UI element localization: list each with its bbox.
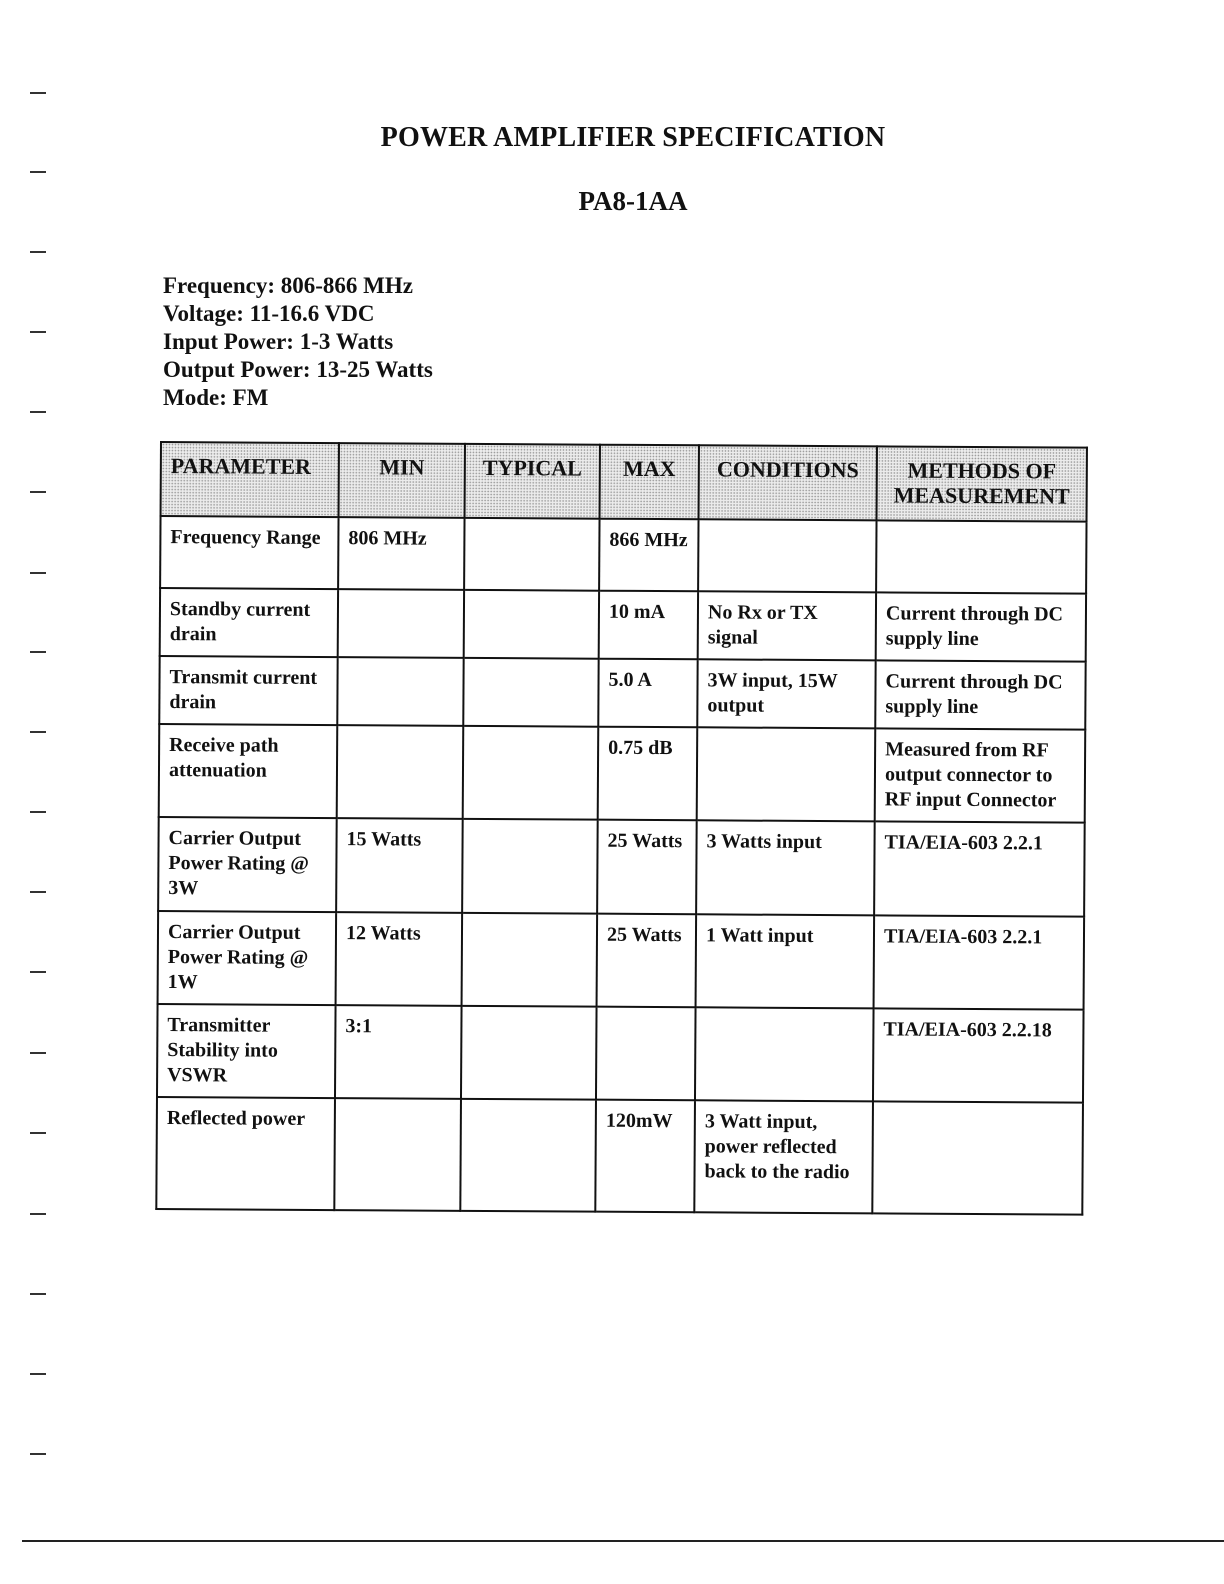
table-row bbox=[158, 911, 1085, 1010]
spec-output-power: Output Power: 13-25 Watts bbox=[163, 357, 433, 382]
cell-methods: TIA/EIA-603 2.2.1 bbox=[874, 915, 1085, 1009]
cell-typical bbox=[462, 819, 598, 914]
cell-methods bbox=[872, 1101, 1083, 1214]
header-min: MIN bbox=[339, 443, 465, 518]
table-row bbox=[159, 724, 1086, 823]
cell-min bbox=[337, 725, 464, 819]
margin-tick bbox=[30, 731, 46, 733]
cell-max: 0.75 dB bbox=[598, 727, 698, 821]
cell-typical bbox=[464, 518, 599, 591]
cell-max bbox=[596, 1007, 696, 1101]
margin-tick bbox=[30, 1052, 46, 1054]
cell-conditions bbox=[695, 1007, 874, 1101]
cell-typical bbox=[461, 1006, 597, 1100]
cell-methods: TIA/EIA-603 2.2.18 bbox=[873, 1008, 1084, 1102]
table-row bbox=[157, 1004, 1084, 1103]
cell-methods: Measured from RF output connector to RF input Connector bbox=[875, 728, 1086, 822]
margin-tick bbox=[30, 251, 46, 253]
margin-tick-marks bbox=[30, 0, 60, 1584]
margin-tick bbox=[30, 1293, 46, 1295]
margin-tick bbox=[30, 1132, 46, 1134]
margin-tick bbox=[30, 92, 46, 94]
table-row bbox=[156, 1097, 1083, 1215]
cell-parameter: Carrier Output Power Rating @ 1W bbox=[158, 911, 337, 1005]
cell-parameter: Transmitter Stability into VSWR bbox=[157, 1004, 336, 1098]
spec-summary bbox=[163, 272, 433, 412]
cell-methods: Current through DC supply line bbox=[876, 592, 1086, 661]
margin-tick bbox=[30, 651, 46, 653]
cell-parameter: Frequency Range bbox=[160, 516, 338, 589]
cell-methods bbox=[876, 520, 1086, 593]
table-row bbox=[160, 588, 1086, 662]
margin-tick bbox=[30, 331, 46, 333]
cell-min bbox=[334, 1098, 461, 1211]
cell-conditions: No Rx or TX signal bbox=[698, 591, 876, 660]
margin-tick bbox=[30, 1213, 46, 1215]
cell-parameter: Carrier Output Power Rating @ 3W bbox=[158, 817, 337, 912]
margin-tick bbox=[30, 1373, 46, 1375]
cell-max: 5.0 A bbox=[598, 659, 697, 728]
cell-max: 25 Watts bbox=[597, 820, 697, 915]
spec-frequency: Frequency: 806-866 MHz bbox=[163, 273, 413, 298]
cell-conditions bbox=[697, 727, 876, 821]
document-title: POWER AMPLIFIER SPECIFICATION bbox=[380, 122, 886, 153]
table-header-row bbox=[161, 442, 1087, 522]
cell-conditions: 3 Watt input, power reflected back to the radio bbox=[694, 1100, 873, 1213]
margin-tick bbox=[30, 891, 46, 893]
cell-max: 866 MHz bbox=[599, 519, 698, 592]
header-methods: METHODS OF MEASUREMENT bbox=[877, 446, 1087, 521]
header-parameter: PARAMETER bbox=[161, 442, 339, 517]
cell-min: 3:1 bbox=[335, 1005, 462, 1099]
margin-tick bbox=[30, 411, 46, 413]
cell-max: 25 Watts bbox=[597, 914, 697, 1008]
cell-typical bbox=[460, 1099, 596, 1212]
cell-typical bbox=[463, 658, 598, 727]
cell-parameter: Receive path attenuation bbox=[159, 724, 338, 818]
cell-typical bbox=[463, 726, 599, 820]
spec-mode: Mode: FM bbox=[163, 385, 269, 410]
cell-min: 12 Watts bbox=[336, 912, 463, 1006]
header-typical: TYPICAL bbox=[465, 444, 600, 519]
header-max: MAX bbox=[600, 445, 699, 520]
cell-conditions bbox=[698, 519, 876, 592]
cell-parameter: Reflected power bbox=[156, 1097, 335, 1210]
cell-min bbox=[337, 657, 463, 726]
cell-parameter: Transmit current drain bbox=[159, 656, 337, 725]
spec-input-power: Input Power: 1-3 Watts bbox=[163, 329, 394, 354]
margin-tick bbox=[30, 491, 46, 493]
cell-typical bbox=[464, 590, 599, 659]
cell-parameter: Standby current drain bbox=[160, 588, 338, 657]
cell-methods: Current through DC supply line bbox=[875, 660, 1085, 729]
cell-methods: TIA/EIA-603 2.2.1 bbox=[874, 821, 1085, 916]
margin-tick bbox=[30, 572, 46, 574]
specification-table bbox=[155, 441, 1088, 1216]
model-number: PA8-1AA bbox=[578, 186, 688, 216]
header-conditions: CONDITIONS bbox=[699, 445, 877, 520]
cell-conditions: 3 Watts input bbox=[696, 820, 875, 915]
margin-tick bbox=[30, 171, 46, 173]
margin-tick bbox=[30, 971, 46, 973]
cell-conditions: 1 Watt input bbox=[696, 914, 875, 1008]
page-bottom-rule bbox=[22, 1540, 1224, 1542]
cell-conditions: 3W input, 15W output bbox=[697, 659, 875, 728]
table-row bbox=[159, 656, 1085, 730]
margin-tick bbox=[30, 811, 46, 813]
cell-max: 10 mA bbox=[599, 591, 698, 660]
cell-min bbox=[338, 589, 464, 658]
spec-voltage: Voltage: 11-16.6 VDC bbox=[163, 301, 375, 326]
margin-tick bbox=[30, 1453, 46, 1455]
table-row bbox=[160, 516, 1086, 594]
cell-max: 120mW bbox=[595, 1100, 695, 1213]
table-row bbox=[158, 817, 1085, 917]
cell-typical bbox=[462, 913, 598, 1007]
cell-min: 806 MHz bbox=[338, 517, 464, 590]
cell-min: 15 Watts bbox=[336, 818, 463, 913]
